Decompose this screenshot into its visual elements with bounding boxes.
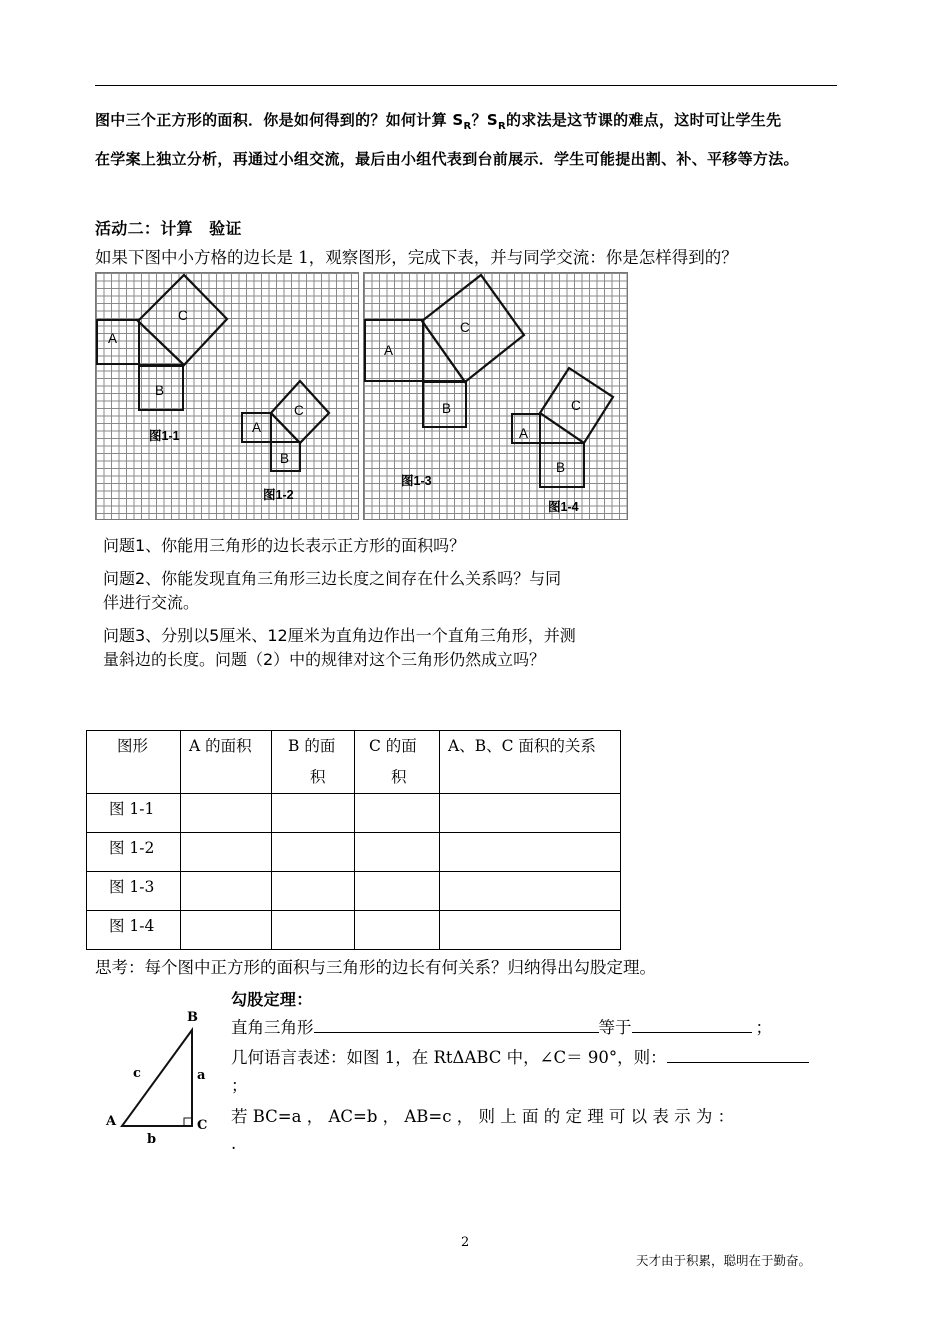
input-cell[interactable] (440, 872, 621, 911)
row-label: 图 1-1 (87, 794, 181, 833)
input-cell[interactable] (272, 911, 355, 950)
input-cell[interactable] (272, 794, 355, 833)
theorem-line-3: 若 BC=a ， AC=b ， AB=c ， 则 上 面 的 定 理 可 以 表 示 为 ： (231, 1107, 735, 1126)
input-cell[interactable] (272, 833, 355, 872)
header-rule (95, 85, 837, 86)
header-cell: 图形 (87, 731, 181, 794)
question-2-line-2: 伴进行交流。 (103, 593, 200, 612)
label-c-3: C (460, 320, 470, 335)
label-a-3: A (384, 343, 394, 358)
header-cell: C 的面 积 (355, 731, 440, 794)
think-text: 思考：每个图中正方形的面积与三角形的边长有何关系？归纳得出勾股定理。 (95, 958, 656, 977)
label-b-1: B (155, 383, 165, 398)
blank-3[interactable] (667, 1062, 809, 1063)
input-cell[interactable] (355, 794, 440, 833)
square-c-1-svg (96, 273, 360, 521)
theorem-line-1: 直角三角形 等于 ； (231, 1018, 772, 1037)
grid-panel-left (95, 272, 359, 520)
header-cell: A 的面积 (181, 731, 272, 794)
blank-2[interactable] (632, 1032, 752, 1033)
table-row (87, 911, 621, 950)
label-b-3: B (442, 401, 452, 416)
label-c-2: C (294, 403, 304, 418)
input-cell[interactable] (440, 911, 621, 950)
blank-1[interactable] (314, 1032, 599, 1033)
input-cell[interactable] (440, 794, 621, 833)
side-b: b (147, 1132, 157, 1147)
question-1: 问题1、你能用三角形的边长表示正方形的面积吗？ (103, 536, 466, 555)
table-header-row (87, 731, 621, 794)
grid-panel-right (363, 272, 628, 520)
vertex-a: A (106, 1114, 117, 1129)
vertex-b: B (187, 1010, 198, 1025)
caption-fig-1-2: 图1-2 (263, 488, 294, 502)
side-c: c (133, 1066, 141, 1081)
input-cell[interactable] (181, 911, 272, 950)
question-3-line-1: 问题3、分别以5厘米、12厘米为直角边作出一个直角三角形，并测 (103, 626, 576, 645)
label-c-4: C (571, 398, 581, 413)
label-a-1: A (108, 331, 118, 346)
theorem-line-3-end: . (231, 1134, 237, 1153)
intro-line-1: 图中三个正方形的面积．你是如何得到的？如何计算 $S_R$？$S_R$的求法是这节课的难点，这时可让学生先 (95, 111, 782, 132)
vertex-c: C (197, 1118, 208, 1133)
input-cell[interactable] (440, 833, 621, 872)
label-b-4: B (556, 460, 566, 475)
side-a: a (197, 1068, 206, 1083)
input-cell[interactable] (355, 872, 440, 911)
input-cell[interactable] (355, 911, 440, 950)
caption-fig-1-1: 图1-1 (149, 429, 180, 443)
input-cell[interactable] (181, 872, 272, 911)
input-cell[interactable] (272, 872, 355, 911)
row-label: 图 1-4 (87, 911, 181, 950)
label-b-2: B (280, 451, 290, 466)
footer-motto: 天才由于积累，聪明在于勤奋。 (636, 1253, 812, 1268)
question-3-line-2: 量斜边的长度。问题（2）中的规律对这个三角形仍然成立吗？ (103, 650, 546, 669)
label-a-2: A (252, 420, 262, 435)
header-cell: A、B、C 面积的关系 (440, 731, 621, 794)
input-cell[interactable] (181, 833, 272, 872)
activity-prompt: 如果下图中小方格的边长是 1，观察图形，完成下表，并与同学交流：你是怎样得到的？ (95, 248, 738, 267)
intro-line-2: 在学案上独立分析，再通过小组交流，最后由小组代表到台前展示．学生可能提出割、补、平移等方法。 (95, 150, 799, 168)
row-label: 图 1-3 (87, 872, 181, 911)
input-cell[interactable] (181, 794, 272, 833)
question-2-line-1: 问题2、你能发现直角三角形三边长度之间存在什么关系吗？与同 (103, 569, 562, 588)
theorem-title: 勾股定理： (231, 990, 313, 1009)
label-c-1: C (178, 308, 188, 323)
table-row (87, 794, 621, 833)
theorem-line-2-end: ； (231, 1076, 248, 1095)
input-cell[interactable] (355, 833, 440, 872)
theorem-line-2: 几何语言表述：如图 1，在 RtΔABC 中，∠C＝ 90°，则： (231, 1044, 809, 1068)
activity-title: 活动二：计算 验证 (95, 219, 242, 238)
table-row (87, 872, 621, 911)
caption-fig-1-4: 图1-4 (548, 500, 579, 514)
area-table (86, 730, 621, 950)
page-number: 2 (461, 1235, 470, 1250)
label-a-4: A (519, 426, 529, 441)
table-row (87, 833, 621, 872)
header-cell: B 的面 积 (272, 731, 355, 794)
row-label: 图 1-2 (87, 833, 181, 872)
caption-fig-1-3: 图1-3 (401, 474, 432, 488)
